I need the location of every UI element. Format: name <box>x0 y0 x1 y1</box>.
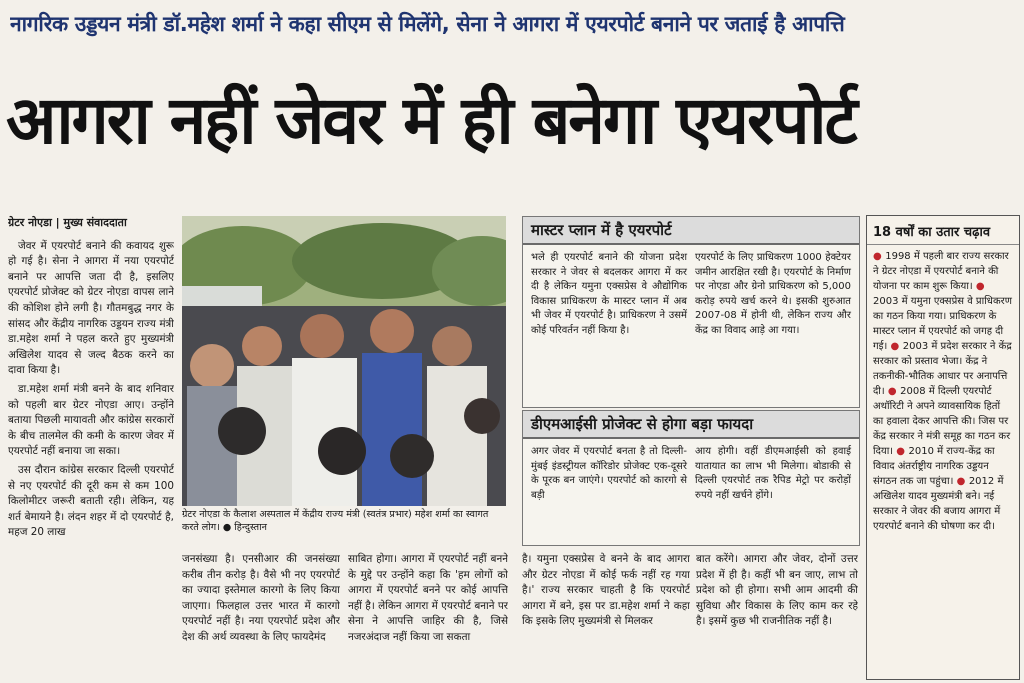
box-text-right: आय होगी। वहीं डीएमआईसी को हवाई यातायात का लाभ भी मिलेगा। बोडाकी से दिल्ली एयरपोर्ट तक रैपिड मेट्रो पर करोड़ों रुपये नहीं खर्चने होंगे। <box>695 446 851 501</box>
dateline: ग्रेटर नोएडा | मुख्य संवाददाता <box>8 216 127 229</box>
timeline-item: 2003 में यमुना एक्सप्रेस वे प्राधिकरण का गठन किया गया। प्राधिकरण के मास्टर प्लान में एयरपोर्ट को जगह दी गई। <box>873 296 1012 352</box>
sidebar-body <box>867 245 1019 538</box>
box-title: डीएमआईसी प्रोजेक्ट से होगा बड़ा फायदा <box>523 411 859 439</box>
main-headline: आगरा नहीं जेवर में ही बनेगा एयरपोर्ट <box>6 82 856 159</box>
timeline-item: 2010 में राज्य-केंद्र का विवाद अंतर्राष्ट्रीय नागरिक उड्डयन संगठन तक जा पहुंचा। <box>873 446 995 487</box>
article-column-4 <box>522 552 690 680</box>
article-column-3 <box>348 552 508 680</box>
timeline-item: 1998 में पहली बार राज्य सरकार ने ग्रेटर नोएडा में एयरपोर्ट बनाने की योजना पर काम शुरू किया। <box>873 251 1009 292</box>
bullet-icon: ● <box>887 386 901 397</box>
timeline-item: 2008 में दिल्ली एयरपोर्ट अथॉरिटी ने अपने व्यावसायिक हितों का हवाला देकर आपत्ति की। जिस पर केंद्र सरकार ने मंत्री समूह का गठन कर दिया। <box>873 386 1011 457</box>
timeline-sidebar <box>866 215 1020 680</box>
article-paragraph: जेवर में एयरपोर्ट बनाने की कवायद शुरू हो गई है। सेना ने आगरा में नया एयरपोर्ट बनाने पर आपत्ति जता दी है, इसलिए एयरपोर्ट प्रोजेक्ट को ग्रेटर नोएडा वापस लाने की कोशिश होने लगी है। गौतमबुद्ध नगर के सांसद और केंद्रीय नागरिक उड्डयन राज्य मंत्री डा.महेश शर्मा ने पहल करते हुए मुख्यमंत्री अखिलेश यादव से जल्द बैठक करने का दावा किया है। <box>8 239 174 377</box>
article-paragraph: साबित होगा। आगरा में एयरपोर्ट नहीं बनने के मुद्दे पर उन्होंने कहा कि 'हम लोगों को आगरा में एयरपोर्ट बनने पर कोई आपत्ति नहीं है। लेकिन आगरा में एयरपोर्ट बनाने पर सेना ने आपत्ति जाहिर की है, जिसे नजरअंदाज नहीं किया जा सकता <box>348 553 508 643</box>
article-paragraph: डा.महेश शर्मा मंत्री बनने के बाद शनिवार को पहली बार ग्रेटर नोएडा आए। उन्होंने बताया पिछली मायावती और कांग्रेस सरकारों के बीच तालमेल की कमी के कारण जेवर में एयरपोर्ट नहीं बनाया जा सका। <box>8 382 174 458</box>
article-column-2 <box>182 552 340 680</box>
article-paragraph: जनसंख्या है। एनसीआर की जनसंख्या करीब तीन करोड़ है। वैसे भी नए एयरपोर्ट का ज्यादा इस्तेमाल कारगो के लिए किया जाएगा। फिलहाल उत्तर भारत में कारगो एयरपोर्ट नहीं है। नया एयरपोर्ट प्रदेश और देश की अर्थ व्यवस्था के लिए फायदेमंद <box>182 553 340 643</box>
box-text-right: एयरपोर्ट के लिए प्राधिकरण 1000 हेक्टेयर जमीन आरक्षित रखी है। एयरपोर्ट के निर्माण पर नोएडा और ग्रेनो प्राधिकरण को 5,000 करोड़ रुपये खर्च करने थे। इसकी शुरुआत 2007-08 में होनी थी, लेकिन राज्य और केंद्र का विवाद आड़े आ गया। <box>695 252 851 336</box>
crowd-photo-illustration <box>182 216 506 506</box>
article-column-5 <box>696 552 858 680</box>
master-plan-box <box>522 216 860 408</box>
kicker-headline: नागरिक उड्डयन मंत्री डॉ.महेश शर्मा ने कहा सीएम से मिलेंगे, सेना ने आगरा में एयरपोर्ट बनाने पर जताई है आपत्ति <box>10 12 845 36</box>
dmic-project-box <box>522 410 860 546</box>
bullet-icon: ● <box>956 476 969 487</box>
article-column-1 <box>8 215 174 680</box>
timeline-item: 2012 में अखिलेश यादव मुख्यमंत्री बने। नई सरकार ने जेवर की बजाय आगरा में एयरपोर्ट बनाने की घोषणा कर दी। <box>873 476 1004 532</box>
bullet-icon: ● <box>873 251 886 262</box>
box-text-left: भले ही एयरपोर्ट बनाने की योजना प्रदेश सरकार ने जेवर से बदलकर आगरा में कर दी है लेकिन यमुना एक्सप्रेस वे औद्योगिक विकास प्राधिकरण के मास्टर प्लान में अब भी जेवर में एयरपोर्ट है। प्राधिकरण ने उसमें कोई परिवर्तन नहीं किया है। <box>531 252 687 336</box>
box-text-left: अगर जेवर में एयरपोर्ट बनता है तो दिल्ली-मुंबई इंडस्ट्रीयल कॉरिडोर प्रोजेक्ट एक-दूसरे के पूरक बन जाएंगे। एयरपोर्ट को कारगो से बड़ी <box>531 446 687 501</box>
article-paragraph: है। यमुना एक्सप्रेस वे बनने के बाद आगरा और ग्रेटर नोएडा में कोई फर्क नहीं रह गया है।' राज्य सरकार चाहती है कि एयरपोर्ट आगरा में बने, इस पर डा.महेश शर्मा ने कहा कि इसके लिए मुख्यमंत्री से मिलकर <box>522 553 690 628</box>
photo-caption: ग्रेटर नोएडा के कैलाश अस्पताल में केंद्रीय राज्य मंत्री (स्वतंत्र प्रभार) महेश शर्मा का स्वागत करते लोग। ● हिन्दुस्तान <box>182 509 489 533</box>
article-paragraph: बात करेंगे। आगरा और जेवर, दोनों उत्तर प्रदेश में ही है। कहीं भी बन जाए, लाभ तो प्रदेश को ही होगा। सभी आम आदमी की सुविधा और विकास के लिए काम कर रहे है। इसमें कुछ भी राजनीतिक नहीं है। <box>696 553 858 628</box>
bullet-icon: ● <box>890 341 903 352</box>
bullet-icon: ● <box>896 446 909 457</box>
article-paragraph: उस दौरान कांग्रेस सरकार दिल्ली एयरपोर्ट से नए एयरपोर्ट की दूरी कम से कम 100 किलोमीटर जरूरी बताती रही। लेकिन, यह शर्त बेमायने है। लंदन शहर में दो एयरपोर्ट है, महज 20 लाख <box>8 463 174 539</box>
timeline-item: 2003 में प्रदेश सरकार ने केंद्र सरकार को प्रस्ताव भेजा। केंद्र ने तकनीकी-भौतिक आधार पर अनापत्ति दी। <box>873 341 1012 397</box>
box-title: मास्टर प्लान में है एयरपोर्ट <box>523 217 859 245</box>
bullet-icon: ● <box>975 281 985 292</box>
news-photo <box>182 216 506 506</box>
sidebar-title: 18 वर्षों का उतार चढ़ाव <box>867 216 1019 245</box>
